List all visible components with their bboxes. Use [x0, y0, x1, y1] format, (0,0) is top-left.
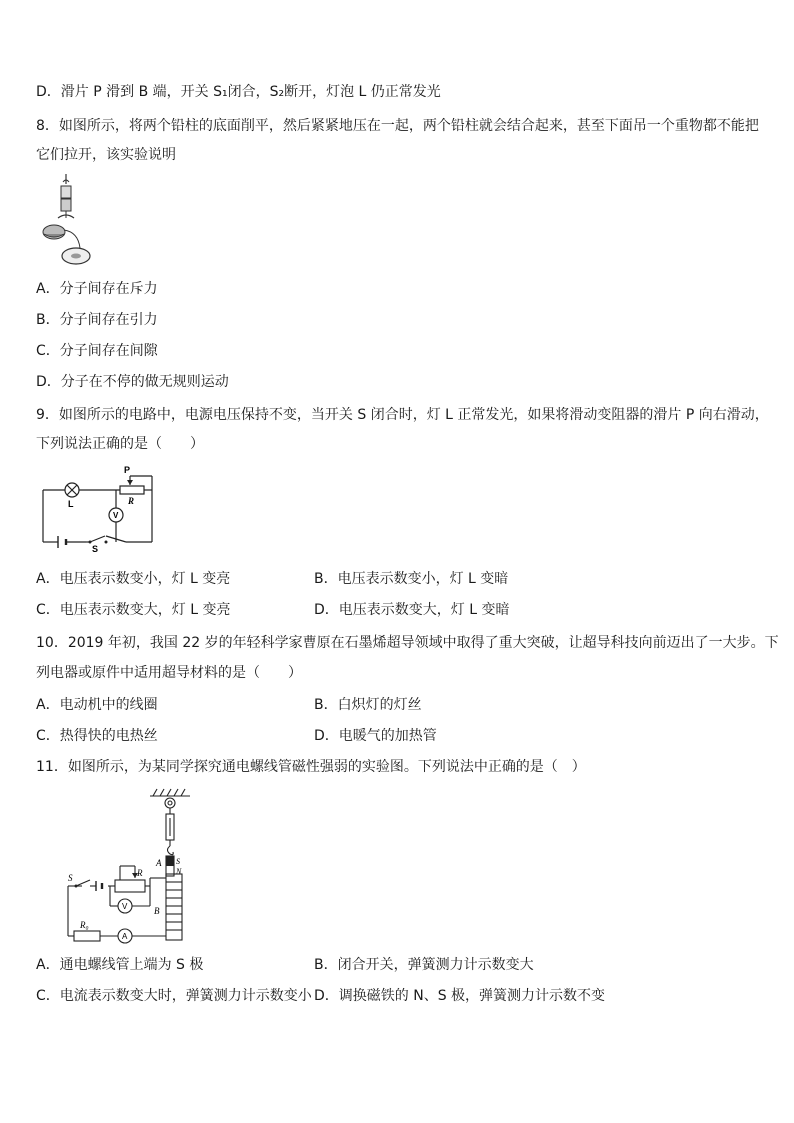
q9-option-d: D．电压表示数变大，灯 L 变暗: [314, 602, 510, 618]
q11-label-r0: R₀: [80, 920, 89, 930]
q9-circuit-figure: [38, 464, 162, 554]
q10-option-a: A．电动机中的线圈: [36, 697, 158, 713]
q9-label-p: P: [124, 465, 131, 475]
q11-label-b: B: [154, 906, 160, 916]
q8-stem-line1: 8．如图所示，将两个铅柱的底面削平，然后紧紧地压在一起，两个铅柱就会结合起来，甚至下面吊一个重物都不能把: [36, 118, 759, 134]
q10-option-b: B．白炽灯的灯丝: [314, 697, 422, 713]
q11-option-d: D．调换磁铁的 N、S 极，弹簧测力计示数不变: [314, 988, 606, 1004]
q8-option-c: C．分子间存在间隙: [36, 343, 158, 359]
q8-option-a: A．分子间存在斥力: [36, 281, 158, 297]
q11-label-a-meter: A: [122, 932, 128, 941]
q11-option-a: A．通电螺线管上端为 S 极: [36, 957, 204, 973]
q11-option-c: C．电流表示数变大时，弹簧测力计示数变小: [36, 988, 312, 1004]
q11-label-a: A: [156, 858, 162, 868]
q8-lead-cylinders-figure: [36, 172, 96, 270]
q11-label-v: V: [122, 902, 128, 911]
q8-stem-line2: 它们拉开，该实验说明: [36, 147, 176, 163]
q9-option-a: A．电压表示数变小，灯 L 变亮: [36, 571, 231, 587]
q10-option-d: D．电暖气的加热管: [314, 728, 437, 744]
q9-label-r: R: [128, 496, 135, 506]
q9-stem-line1: 9．如图所示的电路中，电源电压保持不变，当开关 S 闭合时，灯 L 正常发光，如果将滑动变阻器的滑片 P 向右滑动，: [36, 407, 769, 423]
q11-label-switch: S: [68, 873, 73, 883]
q9-option-c: C．电压表示数变大，灯 L 变亮: [36, 602, 231, 618]
q11-option-b: B．闭合开关，弹簧测力计示数变大: [314, 957, 534, 973]
q8-option-d: D．分子在不停的做无规则运动: [36, 374, 229, 390]
q7-option-d: D．滑片 P 滑到 B 端，开关 S₁闭合，S₂断开，灯泡 L 仍正常发光: [36, 84, 441, 100]
q10-stem-line2: 列电器或原件中适用超导材料的是（ ）: [36, 665, 302, 681]
q9-label-l: L: [68, 499, 74, 509]
q9-label-v: V: [113, 511, 119, 520]
q11-stem: 11．如图所示，为某同学探究通电螺线管磁性强弱的实验图。下列说法中正确的是（ ）: [36, 759, 586, 775]
q11-label-r: R: [137, 868, 143, 878]
q10-option-c: C．热得快的电热丝: [36, 728, 158, 744]
q9-option-b: B．电压表示数变小，灯 L 变暗: [314, 571, 509, 587]
q11-label-n-pole: N: [176, 867, 182, 876]
q10-stem-line1: 10．2019 年初，我国 22 岁的年轻科学家曹原在石墨烯超导领域中取得了重大突破，让超导科技向前迈出了一大步。下: [36, 635, 779, 651]
q9-stem-line2: 下列说法正确的是（ ）: [36, 436, 204, 452]
q8-option-b: B．分子间存在引力: [36, 312, 158, 328]
q11-label-s-pole: S: [176, 857, 180, 866]
q11-solenoid-figure: [60, 786, 210, 946]
q9-label-s: S: [92, 544, 99, 554]
